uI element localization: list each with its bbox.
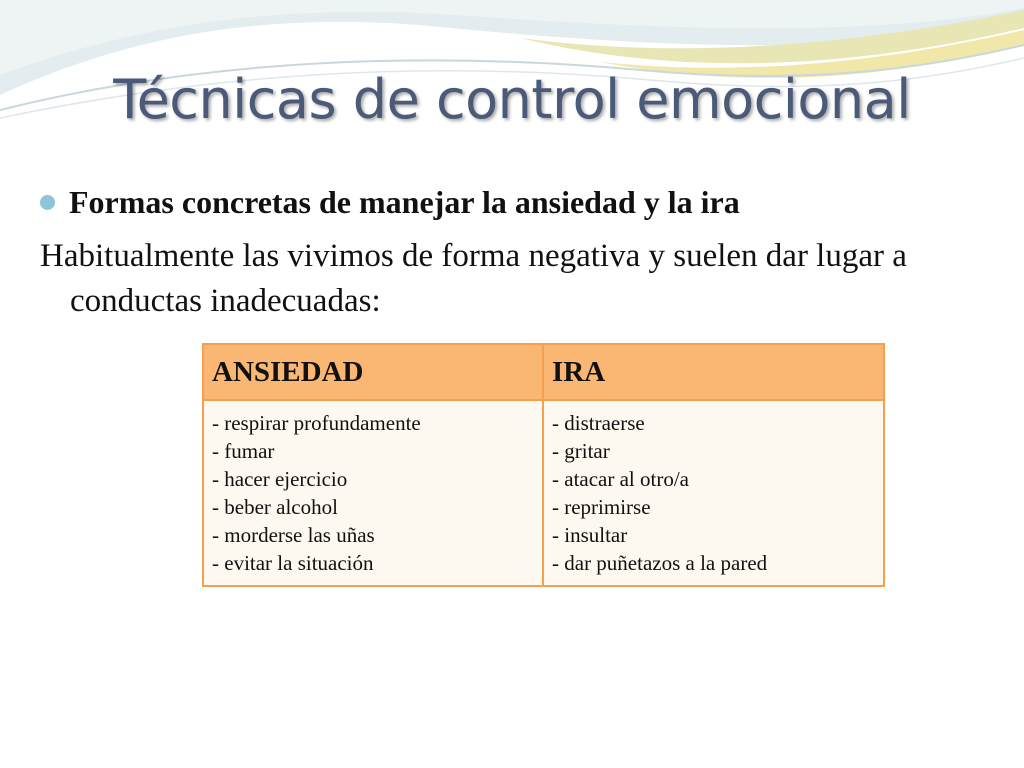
- bullet-dot-icon: [40, 195, 55, 210]
- list-item: - distraerse: [552, 411, 645, 435]
- column-header-ansiedad: ANSIEDAD: [203, 344, 543, 400]
- list-item: - atacar al otro/a: [552, 467, 689, 491]
- list-item: - evitar la situación: [212, 551, 374, 575]
- ira-cell: [543, 400, 884, 586]
- slide-title: Técnicas de control emocional: [113, 68, 911, 131]
- ansiedad-cell: [203, 400, 543, 586]
- bullet-text: Formas concretas de manejar la ansiedad y la ira: [69, 184, 740, 220]
- body-paragraph: Habitualmente las vivimos de forma negativa y suelen dar lugar a conductas inadecuadas:: [40, 238, 907, 319]
- list-item: - respirar profundamente: [212, 411, 421, 435]
- list-item: - beber alcohol: [212, 495, 338, 519]
- list-item: - hacer ejercicio: [212, 467, 348, 491]
- table-row: [203, 400, 884, 586]
- list-item: - morderse las uñas: [212, 523, 375, 547]
- table-header-row: [203, 344, 884, 400]
- list-item: - reprimirse: [552, 495, 651, 519]
- column-header-ira: IRA: [543, 344, 884, 400]
- bullet-item: [40, 184, 740, 221]
- list-item: - fumar: [212, 439, 275, 463]
- list-item: - dar puñetazos a la pared: [552, 551, 768, 575]
- emotion-techniques-table: [202, 343, 885, 587]
- list-item: - insultar: [552, 523, 628, 547]
- list-item: - gritar: [552, 439, 610, 463]
